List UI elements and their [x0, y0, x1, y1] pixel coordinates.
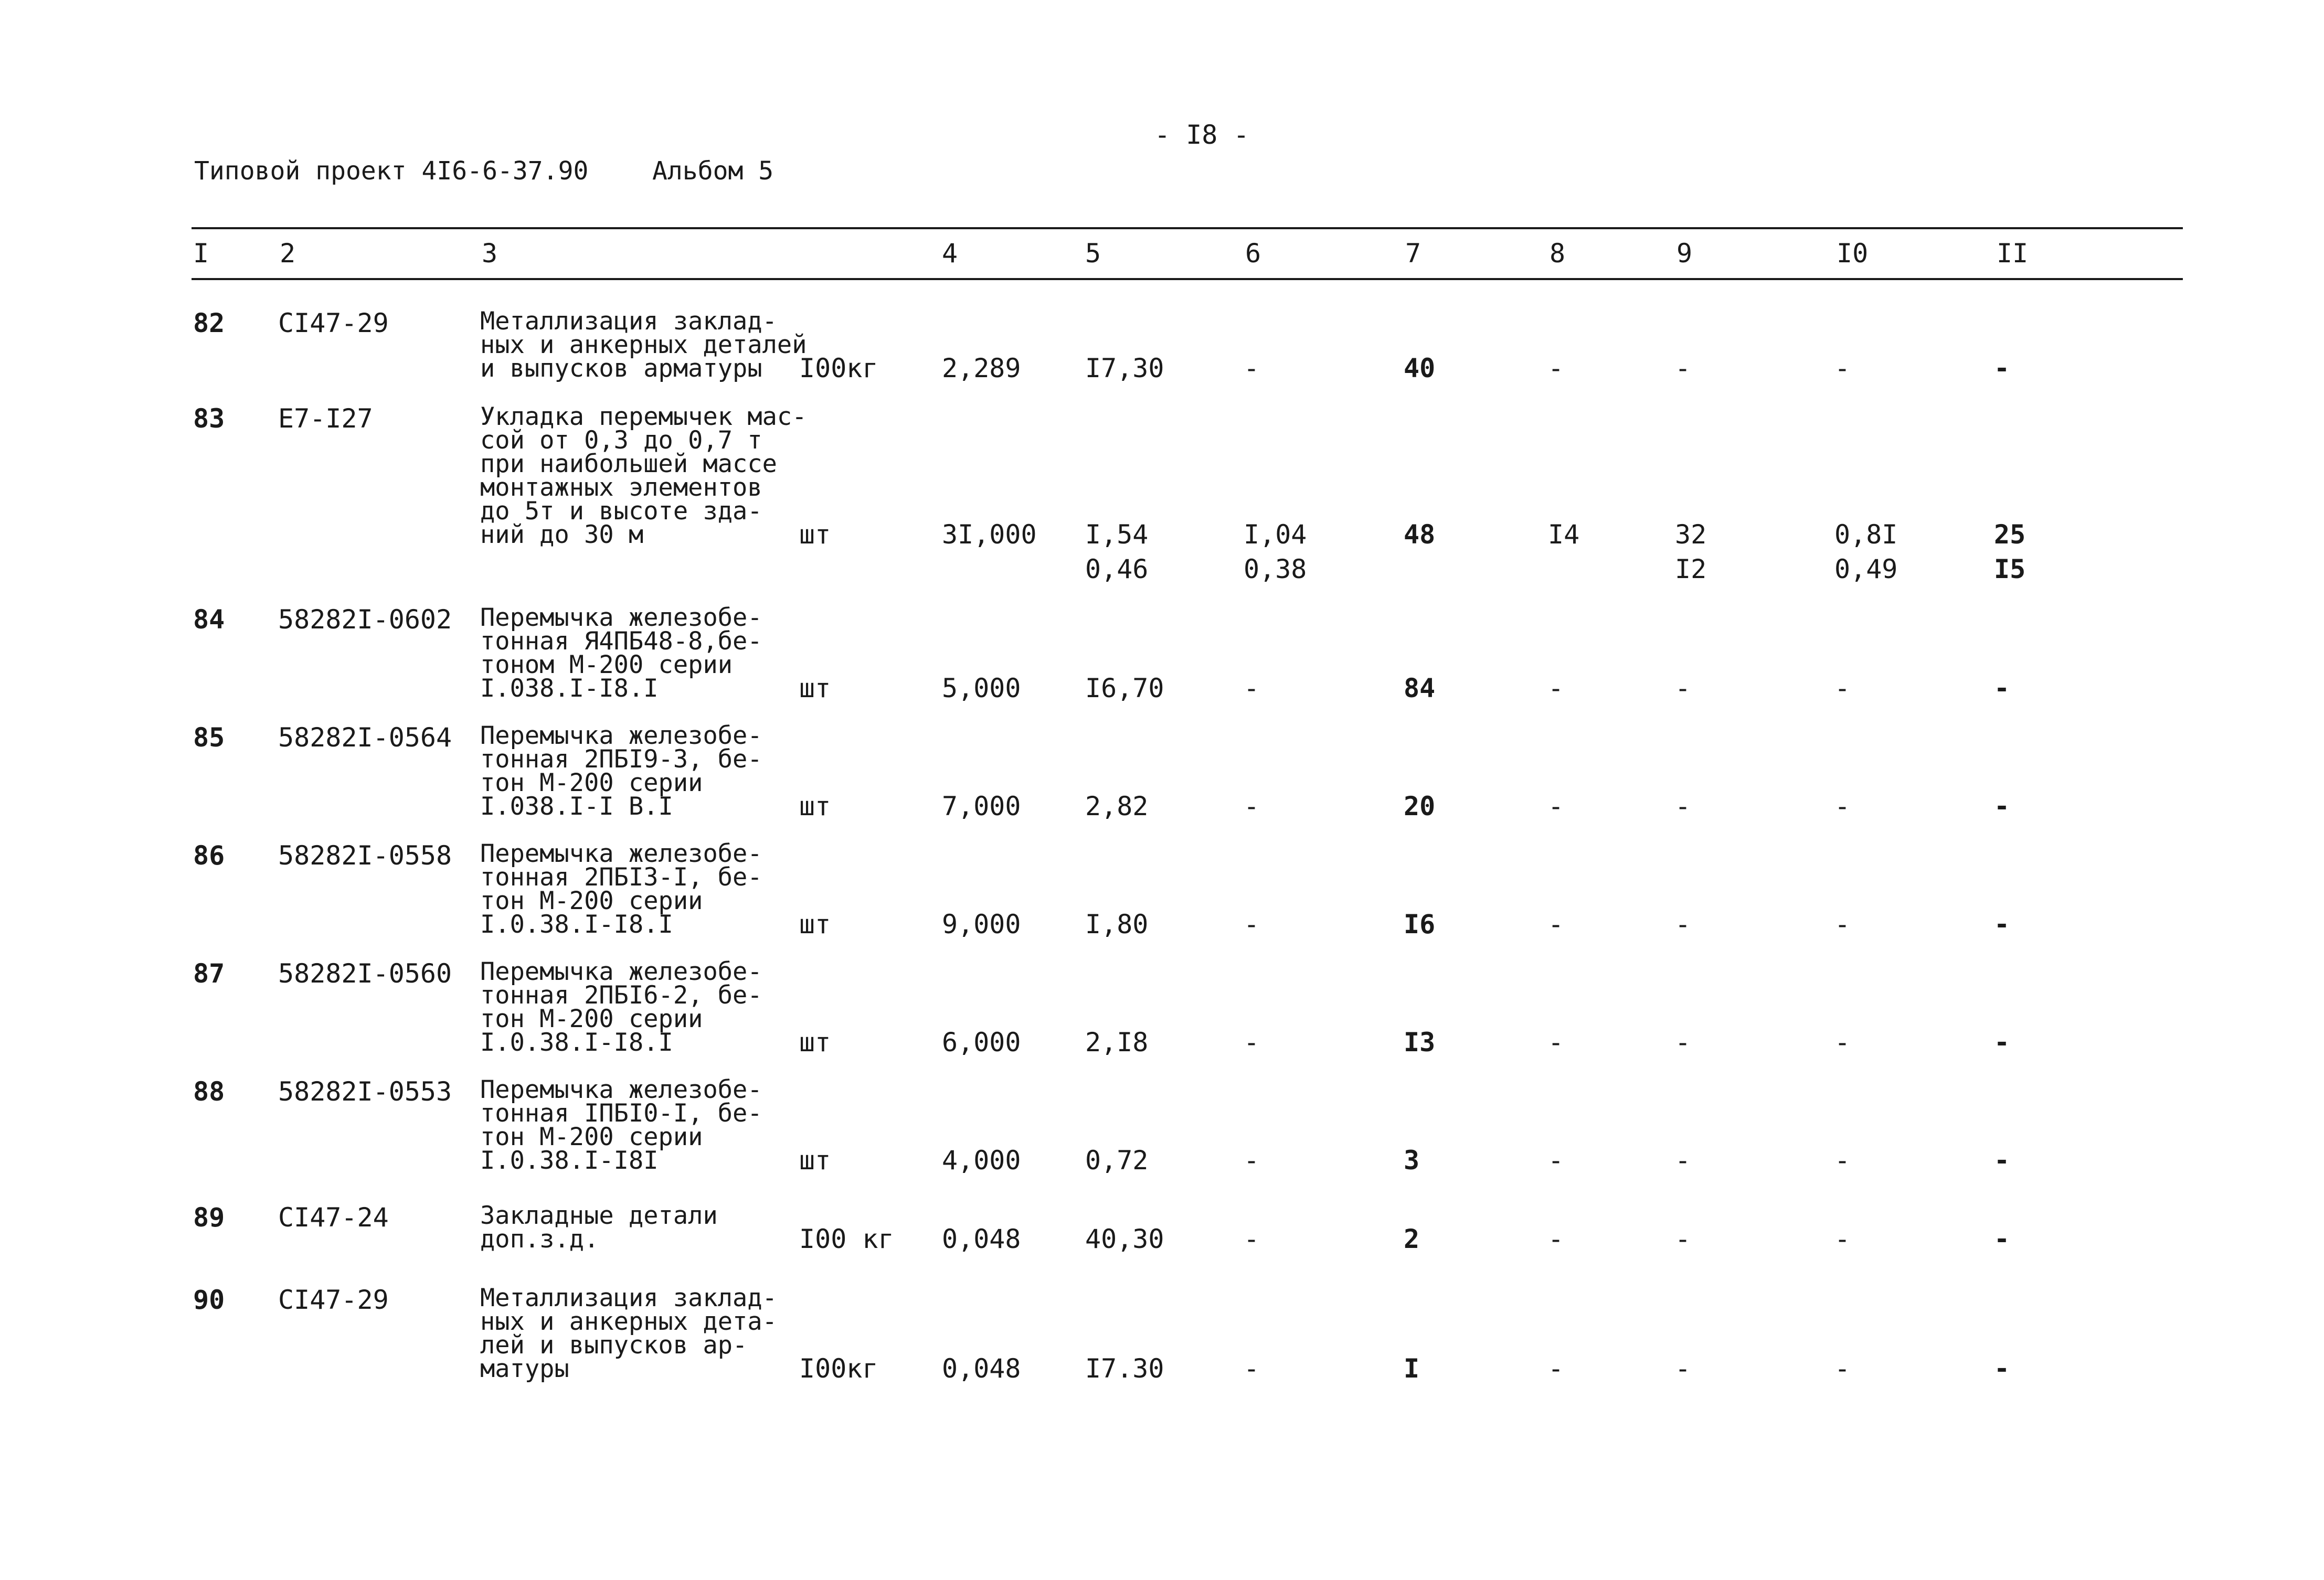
- item-description-line: тонная IПБI0-I, бе-: [480, 1099, 762, 1128]
- quantity-cell: 0,048: [942, 1224, 1021, 1254]
- item-description-line: Металлизация заклад-: [480, 307, 777, 336]
- row-number: 85: [193, 722, 225, 753]
- row-number: 89: [193, 1202, 225, 1233]
- item-code: 58282I-0602: [278, 604, 452, 635]
- item-description-line: и выпусков арматуры: [480, 354, 762, 383]
- col6-cell: -: [1244, 791, 1260, 821]
- col8-cell: -: [1548, 1027, 1564, 1058]
- col-header-2: 2: [280, 238, 296, 269]
- item-description-line: Перемычка железобе-: [480, 839, 762, 868]
- item-description-line: монтажных элементов: [480, 473, 762, 502]
- col-header-10: I0: [1837, 238, 1869, 269]
- project-title: Типовой проект 4I6-6-37.90: [194, 156, 589, 186]
- col5-cell: I,80: [1085, 909, 1149, 940]
- col10-cell: 0,8I: [1834, 519, 1898, 550]
- col6-cell: -: [1244, 1145, 1260, 1176]
- item-code: 58282I-0560: [278, 958, 452, 989]
- col6-cell: -: [1244, 1224, 1260, 1254]
- col8-cell: -: [1548, 1145, 1564, 1176]
- item-description-line: Перемычка железобе-: [480, 957, 762, 986]
- unit-cell: I00 кг: [799, 1224, 894, 1254]
- col11-cell: -: [1994, 1027, 2010, 1058]
- item-code: 58282I-0553: [278, 1076, 452, 1107]
- col11-cell: -: [1994, 673, 2010, 703]
- item-description-line: I.038.I-I В.I: [480, 792, 673, 821]
- col7-cell: 40: [1404, 353, 1436, 383]
- col9-cell: -: [1675, 673, 1691, 703]
- col10-cell: -: [1834, 1224, 1851, 1254]
- col5-cell: I,54: [1085, 519, 1149, 550]
- item-description-line: Перемычка железобе-: [480, 1075, 762, 1104]
- col9-cell: -: [1675, 1224, 1691, 1254]
- item-description-line: Металлизация заклад-: [480, 1284, 777, 1312]
- item-description-line: I.0.38.I-I8I: [480, 1146, 659, 1175]
- col-header-3: 3: [482, 238, 498, 269]
- col5-cell: 2,82: [1085, 791, 1149, 821]
- item-description-line: тонная 2ПБI9-3, бе-: [480, 745, 762, 774]
- col5-subvalue: 0,46: [1085, 554, 1149, 584]
- col6-cell: -: [1244, 1027, 1260, 1058]
- row-number: 82: [193, 308, 225, 338]
- col11-cell: -: [1994, 1224, 2010, 1254]
- item-description-line: лей и выпусков ар-: [480, 1331, 748, 1360]
- row-number: 84: [193, 604, 225, 635]
- quantity-cell: 0,048: [942, 1353, 1021, 1384]
- col8-cell: -: [1548, 353, 1564, 383]
- col-header-11: II: [1997, 238, 2029, 269]
- item-code: E7-I27: [278, 403, 373, 434]
- col6-cell: -: [1244, 353, 1260, 383]
- item-code: 58282I-0558: [278, 840, 452, 871]
- col10-cell: -: [1834, 673, 1851, 703]
- item-code: CI47-29: [278, 1285, 389, 1315]
- item-description-line: матуры: [480, 1354, 569, 1383]
- quantity-cell: 5,000: [942, 673, 1021, 703]
- item-description-line: тонная Я4ПБ48-8,бе-: [480, 627, 762, 656]
- col8-cell: -: [1548, 1353, 1564, 1384]
- quantity-cell: 3I,000: [942, 519, 1037, 550]
- col9-cell: -: [1675, 791, 1691, 821]
- header-bottom-rule: [192, 278, 2183, 280]
- col11-cell: -: [1994, 1353, 2010, 1384]
- item-description-line: Перемычка железобе-: [480, 603, 762, 632]
- item-code: CI47-24: [278, 1202, 389, 1233]
- item-description-line: тоном М-200 серии: [480, 650, 733, 679]
- unit-cell: шт: [799, 791, 831, 821]
- col10-subvalue: 0,49: [1834, 554, 1898, 584]
- col5-cell: 40,30: [1085, 1224, 1164, 1254]
- col7-cell: 84: [1404, 673, 1436, 703]
- row-number: 88: [193, 1076, 225, 1107]
- unit-cell: шт: [799, 519, 831, 550]
- item-description-line: тон М-200 серии: [480, 1005, 703, 1033]
- quantity-cell: 4,000: [942, 1145, 1021, 1176]
- item-description-line: тон М-200 серии: [480, 1123, 703, 1151]
- item-code: 58282I-0564: [278, 722, 452, 753]
- item-code: CI47-29: [278, 308, 389, 338]
- item-description-line: тон М-200 серии: [480, 887, 703, 915]
- col7-cell: I3: [1404, 1027, 1436, 1058]
- item-description-line: Закладные детали: [480, 1201, 718, 1230]
- item-description-line: I.038.I-I8.I: [480, 674, 659, 703]
- col7-cell: 3: [1404, 1145, 1420, 1176]
- row-number: 87: [193, 958, 225, 989]
- col9-cell: -: [1675, 909, 1691, 940]
- col7-cell: 2: [1404, 1224, 1420, 1254]
- col5-cell: I7,30: [1085, 353, 1164, 383]
- quantity-cell: 9,000: [942, 909, 1021, 940]
- col9-cell: -: [1675, 1027, 1691, 1058]
- item-description-line: ний до 30 м: [480, 520, 644, 549]
- quantity-cell: 7,000: [942, 791, 1021, 821]
- col11-cell: 25: [1994, 519, 2026, 550]
- unit-cell: шт: [799, 1145, 831, 1176]
- item-description-line: при наибольшей массе: [480, 450, 777, 478]
- col7-cell: 20: [1404, 791, 1436, 821]
- col-header-6: 6: [1245, 238, 1261, 269]
- row-number: 86: [193, 840, 225, 871]
- col6-cell: I,04: [1244, 519, 1307, 550]
- item-description-line: доп.з.д.: [480, 1225, 599, 1254]
- item-description-line: до 5т и высоте зда-: [480, 497, 762, 526]
- item-description-line: Укладка перемычек мас-: [480, 402, 807, 431]
- col7-cell: I: [1404, 1353, 1420, 1384]
- col6-subvalue: 0,38: [1244, 554, 1307, 584]
- row-number: 90: [193, 1285, 225, 1315]
- col5-cell: 2,I8: [1085, 1027, 1149, 1058]
- col9-subvalue: I2: [1675, 554, 1707, 584]
- col5-cell: I7.30: [1085, 1353, 1164, 1384]
- item-description-line: тон М-200 серии: [480, 768, 703, 797]
- item-description-line: ных и анкерных деталей: [480, 330, 807, 359]
- row-number: 83: [193, 403, 225, 434]
- col-header-8: 8: [1550, 238, 1566, 269]
- col5-cell: 0,72: [1085, 1145, 1149, 1176]
- unit-cell: шт: [799, 909, 831, 940]
- col10-cell: -: [1834, 1145, 1851, 1176]
- col5-cell: I6,70: [1085, 673, 1164, 703]
- col11-cell: -: [1994, 1145, 2010, 1176]
- header-top-rule: [192, 227, 2183, 229]
- item-description-line: сой от 0,3 до 0,7 т: [480, 426, 762, 455]
- col8-cell: -: [1548, 909, 1564, 940]
- col11-cell: -: [1994, 791, 2010, 821]
- col6-cell: -: [1244, 1353, 1260, 1384]
- col8-cell: I4: [1548, 519, 1580, 550]
- col8-cell: -: [1548, 791, 1564, 821]
- col6-cell: -: [1244, 909, 1260, 940]
- col10-cell: -: [1834, 1027, 1851, 1058]
- col10-cell: -: [1834, 909, 1851, 940]
- quantity-cell: 6,000: [942, 1027, 1021, 1058]
- col9-cell: -: [1675, 1145, 1691, 1176]
- col9-cell: -: [1675, 353, 1691, 383]
- col-header-5: 5: [1085, 238, 1101, 269]
- unit-cell: I00кг: [799, 353, 878, 383]
- col9-cell: -: [1675, 1353, 1691, 1384]
- unit-cell: шт: [799, 673, 831, 703]
- col11-cell: -: [1994, 353, 2010, 383]
- col8-cell: -: [1548, 673, 1564, 703]
- col11-cell: -: [1994, 909, 2010, 940]
- col10-cell: -: [1834, 353, 1851, 383]
- item-description-line: I.0.38.I-I8.I: [480, 910, 673, 939]
- col9-cell: 32: [1675, 519, 1707, 550]
- unit-cell: шт: [799, 1027, 831, 1058]
- col-header-4: 4: [942, 238, 958, 269]
- col10-cell: -: [1834, 791, 1851, 821]
- col6-cell: -: [1244, 673, 1260, 703]
- item-description-line: тонная 2ПБI6-2, бе-: [480, 981, 762, 1010]
- item-description-line: Перемычка железобе-: [480, 721, 762, 750]
- col10-cell: -: [1834, 1353, 1851, 1384]
- page-number: - I8 -: [1154, 120, 1249, 150]
- col11-subvalue: I5: [1994, 554, 2026, 584]
- album-title: Альбом 5: [652, 156, 774, 186]
- col-header-9: 9: [1676, 238, 1693, 269]
- item-description-line: ных и анкерных дета-: [480, 1307, 777, 1336]
- col8-cell: -: [1548, 1224, 1564, 1254]
- item-description-line: тонная 2ПБI3-I, бе-: [480, 863, 762, 892]
- unit-cell: I00кг: [799, 1353, 878, 1384]
- col-header-7: 7: [1405, 238, 1421, 269]
- quantity-cell: 2,289: [942, 353, 1021, 383]
- col7-cell: I6: [1404, 909, 1436, 940]
- item-description-line: I.0.38.I-I8.I: [480, 1028, 673, 1057]
- col7-cell: 48: [1404, 519, 1436, 550]
- col-header-1: I: [193, 238, 209, 269]
